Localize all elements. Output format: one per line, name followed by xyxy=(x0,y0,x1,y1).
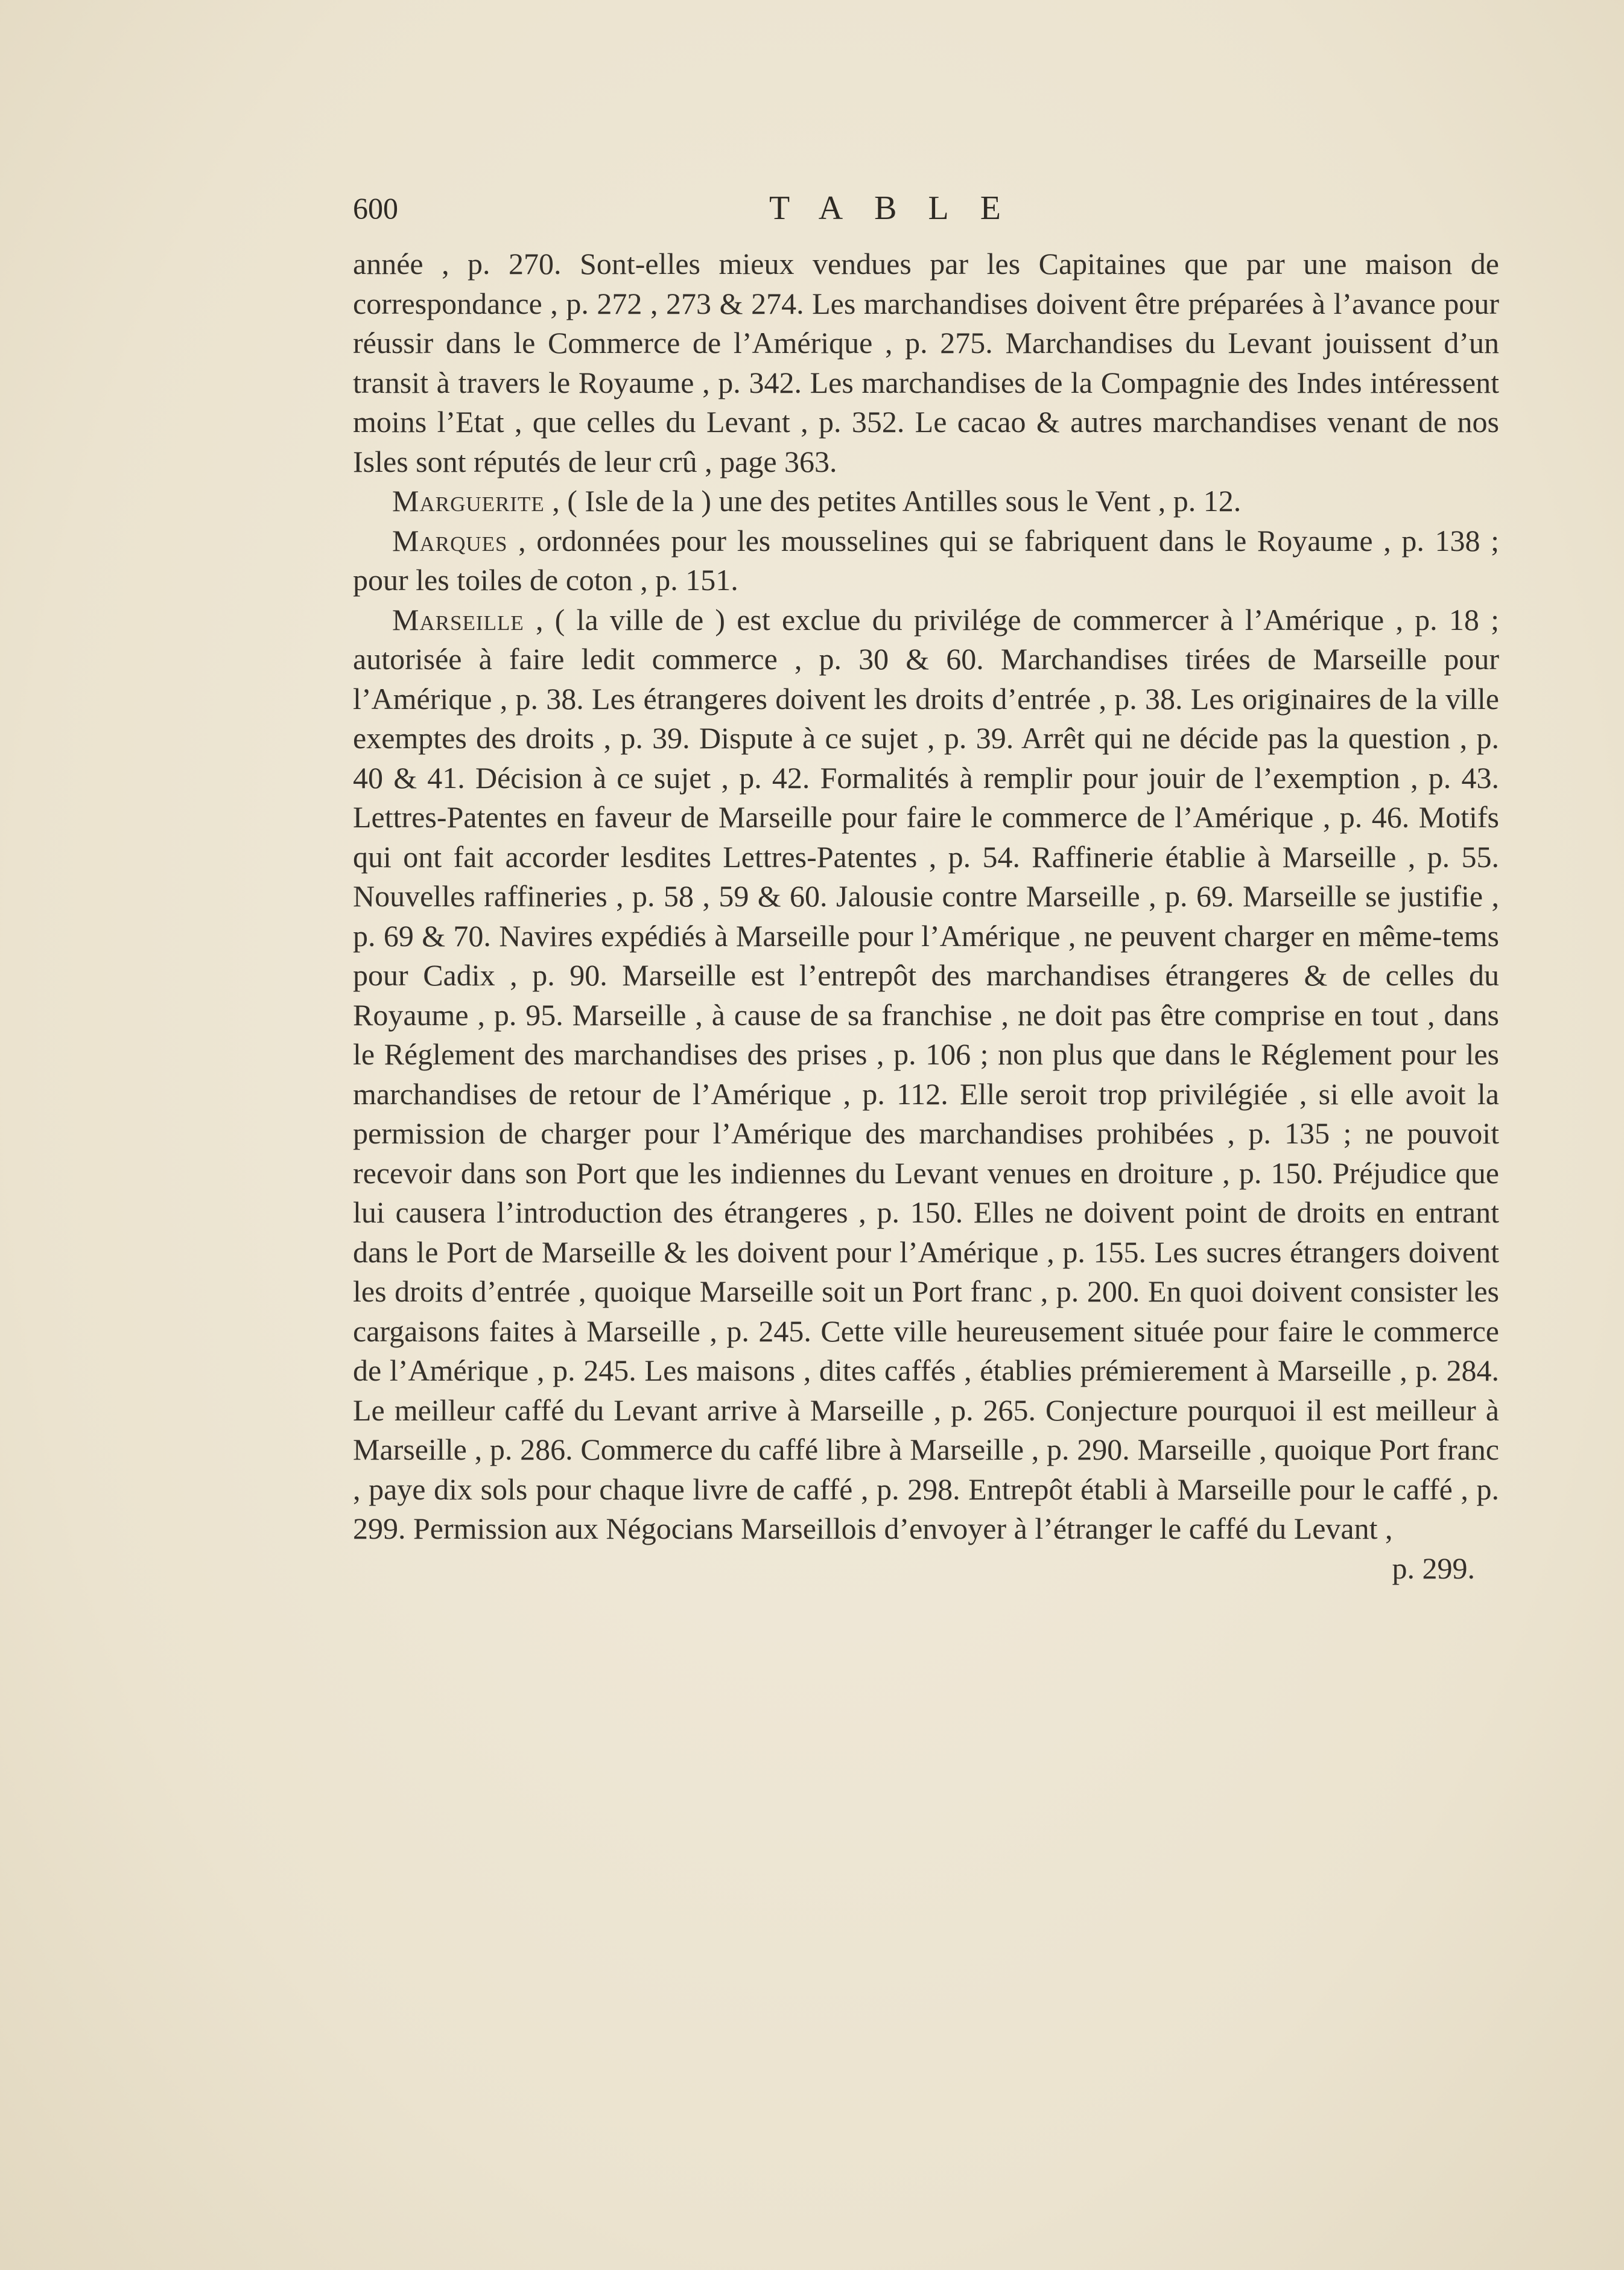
entry-headword: Marques xyxy=(392,523,508,558)
index-text xyxy=(353,244,1499,1588)
entry-text: , ( la ville de ) est exclue du privilége de commercer à l’Amérique , p. 18 ; autorisée à faire ledit commerce , p. 30 & 60. Marchandises tirées de Marseille pour l’Amérique , p. 38. Les étrangeres doivent les droits d’entrée , p. 38. Les originaires de la ville exemptes des droits , p. 39. Dispute à ce sujet , p. 39. Arrêt qui ne décide pas la question , p. 40 & 41. Décision à ce sujet , p. 42. Formalités à remplir pour jouir de l’exemption , p. 43. Lettres-Patentes en faveur de Marseille pour faire le commerce de l’Amérique , p. 46. Motifs qui ont fait accorder lesdites Lettres-Patentes , p. 54. Raffinerie établie à Marseille , p. 55. Nouvelles raffineries , p. 58 , 59 & 60. Jalousie contre Marseille , p. 69. Marseille se justifie , p. 69 & 70. Navires expédiés à Marseille pour l’Amérique , ne peuvent charger en même-tems pour Cadix , p. 90. Marseille est l’entrepôt des marchandises étrangeres & de celles du Royaume , p. 95. Marseille , à cause de sa franchise , ne doit pas être comprise en tout , dans le Réglement des marchandises des prises , p. 106 ; non plus que dans le Réglement pour les marchandises de retour de l’Amérique , p. 112. Elle seroit trop privilégiée , si elle avoit la permission de charger pour l’Amérique des marchandises prohibées , p. 135 ; ne pouvoit recevoir dans son Port que les indiennes du Levant venues en droiture , p. 150. Préjudice que lui causera l’introduction des étrangeres , p. 150. Elles ne doivent point de droits en entrant dans le Port de Marseille & les doivent pour l’Amérique , p. 155. Les sucres étrangers doivent les droits d’entrée , quoique Marseille soit un Port franc , p. 200. En quoi doivent consister les cargaisons faites à Marseille , p. 245. Cette ville heureusement située pour faire le commerce de l’Amérique , p. 245. Les maisons , dites caffés , établies prémierement à Marseille , p. 284. Le meilleur caffé du Levant arrive à Marseille , p. 265. Conjecture pourquoi il est meilleur à Marseille , p. 286. Commerce du caffé libre à Marseille , p. 290. Marseille , quoique Port franc , paye dix sols pour chaque livre de caffé , p. 298. Entrepôt établi à Marseille pour le caffé , p. 299. Permission aux Négocians Marseillois d’envoyer à l’étranger le caffé du Levant , xyxy=(353,602,1500,1545)
index-entry-marguerite xyxy=(353,482,1499,521)
index-entry-marseille xyxy=(353,600,1499,1549)
running-title: TABLE xyxy=(769,189,1032,227)
entry-headword: Marguerite xyxy=(392,484,545,518)
entry-text: , ( Isle de la ) une des petites Antilles sous le Vent , p. 12. xyxy=(552,484,1242,518)
index-entry-marques xyxy=(353,521,1499,600)
entry-headword: Marseille xyxy=(392,602,524,637)
continuation-paragraph: année , p. 270. Sont-elles mieux vendues par les Capitaines que par une maison de correspondance , p. 272 , 273 & 274. Les marchandises doivent être préparées à l’avance pour réussir dans le Commerce de l’Amérique , p. 275. Marchandises du Levant jouissent d’un transit à travers le Royaume , p. 342. Les marchandises de la Compagnie des Indes intéressent moins l’Etat , que celles du Levant , p. 352. Le cacao & autres marchandises venant de nos Isles sont réputés de leur crû , page 363. xyxy=(353,247,1499,478)
closing-page-reference: p. 299. xyxy=(1392,1551,1475,1585)
page-number: 600 xyxy=(353,191,398,225)
page-header xyxy=(353,181,1499,235)
entry-text: , ordonnées pour les mousselines qui se fabriquent dans le Royaume , p. 138 ; pour les toiles de coton , p. 151. xyxy=(353,523,1500,597)
